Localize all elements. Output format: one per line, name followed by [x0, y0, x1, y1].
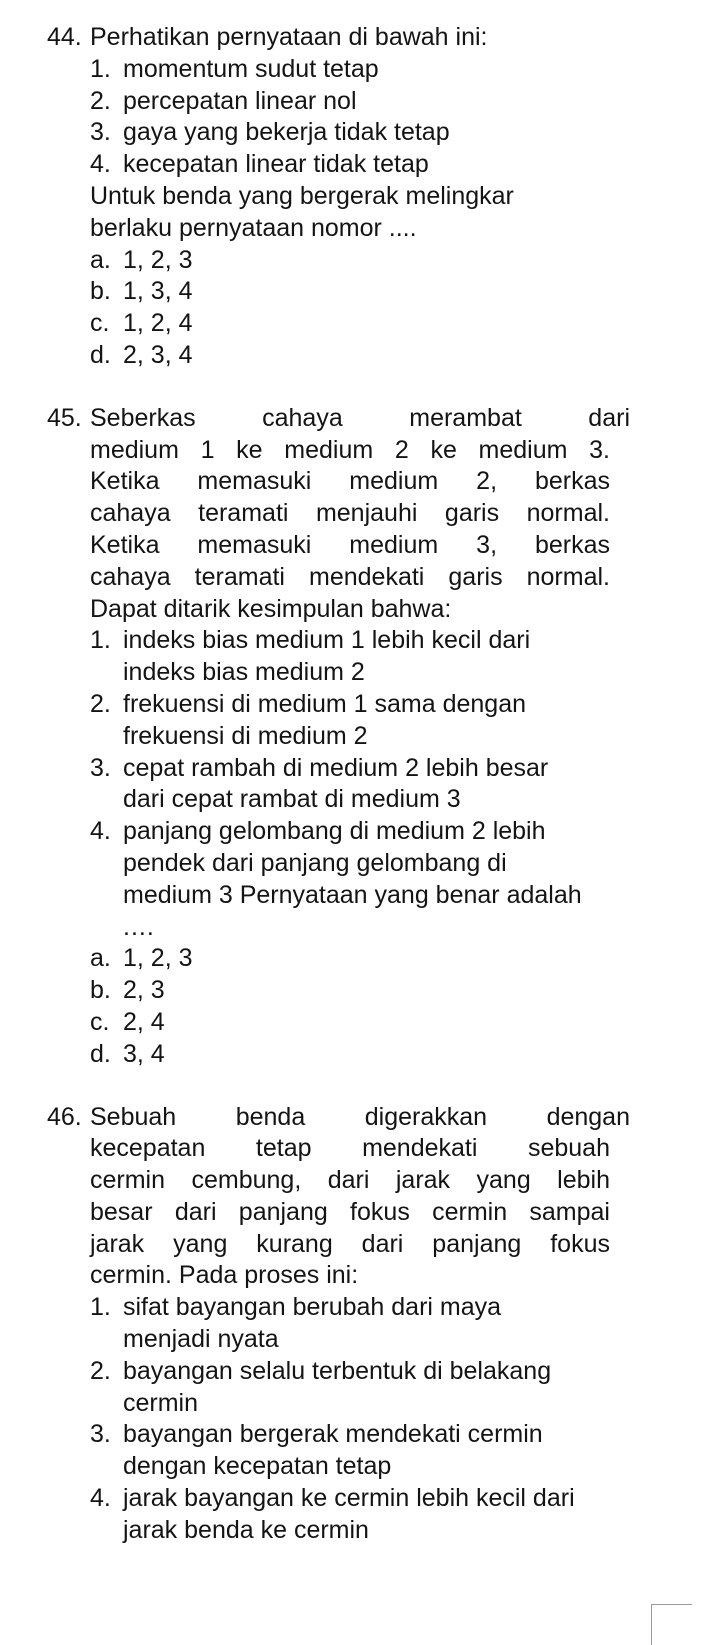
question-intro: Perhatikan pernyataan di bawah ini:: [90, 23, 488, 51]
statement: [0, 1483, 648, 1547]
question-text-line: Ketika memasuki medium 3, berkas: [90, 530, 610, 559]
statement-number: 4.: [90, 1484, 111, 1513]
answer-option-d: [0, 1039, 716, 1071]
option-letter: a.: [90, 944, 111, 973]
option-text: 2, 3: [123, 976, 165, 1005]
option-letter: d.: [90, 1039, 111, 1068]
option-text: 2, 4: [123, 1007, 165, 1036]
statement: [0, 117, 648, 149]
statement: [0, 753, 648, 817]
question-text-line: Dapat ditarik kesimpulan bahwa:: [90, 594, 452, 623]
statement-text: indeks bias medium 1 lebih kecil dari: [123, 626, 531, 655]
question-text-line: cermin cembung, dari jarak yang lebih: [90, 1166, 610, 1195]
statement-number: 2.: [90, 1356, 111, 1385]
statement-number: 3.: [90, 1420, 111, 1449]
answer-option-c: [0, 308, 716, 340]
statement: [0, 1356, 648, 1420]
statement: [0, 1292, 648, 1356]
question-number: 45.: [47, 403, 82, 432]
question-text-line: medium 1 ke medium 2 ke medium 3.: [90, 435, 610, 464]
question-text-line: cermin. Pada proses ini:: [90, 1261, 359, 1290]
question-header: [0, 403, 630, 435]
option-letter: d.: [90, 340, 111, 369]
ellipsis: ....: [123, 912, 155, 941]
question-44: [0, 22, 716, 372]
statement-text: bayangan selalu terbentuk di belakang: [123, 1356, 552, 1385]
option-text: 1, 2, 3: [123, 944, 193, 973]
statement: [0, 86, 648, 118]
statement-number: 4.: [90, 150, 111, 179]
statement-text: pendek dari panjang gelombang di: [123, 848, 507, 877]
answer-option-d: [0, 340, 716, 372]
statement-text: menjadi nyata: [123, 1325, 279, 1354]
option-text: 1, 3, 4: [123, 277, 193, 306]
question-text-line: Ketika memasuki medium 2, berkas: [90, 467, 610, 496]
question-46: [0, 1102, 716, 1547]
statement-text: panjang gelombang di medium 2 lebih: [123, 817, 546, 846]
statement-number: 3.: [90, 118, 111, 147]
question-45: [0, 403, 716, 1071]
question-text-line: cahaya teramati menjauhi garis normal.: [90, 499, 610, 528]
statement-text: indeks bias medium 2: [123, 658, 365, 687]
statement-text: frekuensi di medium 1 sama dengan: [123, 689, 527, 718]
option-letter: a.: [90, 245, 111, 274]
answer-option-a: [0, 943, 716, 975]
statement: [0, 625, 648, 689]
question-text-line: berlaku pernyataan nomor ....: [90, 213, 417, 242]
question-number: 46.: [47, 1102, 82, 1131]
statement-number: 1.: [90, 54, 111, 83]
statement-text: momentum sudut tetap: [123, 54, 379, 83]
question-header: [0, 1102, 630, 1134]
statement-text: sifat bayangan berubah dari maya: [123, 1293, 502, 1322]
question-text-line: Sebuah benda digerakkan dengan: [90, 1102, 630, 1131]
statement-text: percepatan linear nol: [123, 86, 357, 115]
answer-option-a: [0, 245, 716, 277]
statement-number: 2.: [90, 689, 111, 718]
document-page: [0, 22, 716, 1547]
question-number: 44.: [47, 23, 82, 51]
statement: [0, 1419, 648, 1483]
question-text-line: Untuk benda yang bergerak melingkar: [90, 181, 514, 210]
statement-number: 1.: [90, 626, 111, 655]
statement-text: gaya yang bekerja tidak tetap: [123, 118, 450, 147]
answer-option-c: [0, 1007, 716, 1039]
statement: [0, 816, 648, 911]
answer-option-b: [0, 975, 716, 1007]
question-text-line: jarak yang kurang dari panjang fokus: [90, 1229, 610, 1258]
question-text-line: cahaya teramati mendekati garis normal.: [90, 562, 610, 591]
question-header: [0, 22, 630, 54]
question-text-line: kecepatan tetap mendekati sebuah: [90, 1134, 610, 1163]
answer-option-b: [0, 276, 716, 308]
page-corner-mark: [651, 1604, 692, 1645]
statement-text: cermin: [123, 1388, 199, 1417]
statement-number: 1.: [90, 1293, 111, 1322]
statement: [0, 689, 648, 753]
option-text: 1, 2, 3: [123, 245, 193, 274]
question-text-line: besar dari panjang fokus cermin sampai: [90, 1197, 610, 1226]
statement-text: jarak benda ke cermin: [123, 1515, 369, 1544]
statement-number: 2.: [90, 86, 111, 115]
option-letter: c.: [90, 1007, 110, 1036]
statement-number: 3.: [90, 753, 111, 782]
question-text-line: Seberkas cahaya merambat dari: [90, 403, 630, 432]
statement-text: jarak bayangan ke cermin lebih kecil dari: [123, 1484, 575, 1513]
option-text: 1, 2, 4: [123, 309, 193, 338]
statement-text: dari cepat rambat di medium 3: [123, 785, 461, 814]
statement-number: 4.: [90, 817, 111, 846]
statement-text: bayangan bergerak mendekati cermin: [123, 1420, 543, 1449]
option-letter: c.: [90, 309, 110, 338]
statement: [0, 149, 648, 181]
statement-text: kecepatan linear tidak tetap: [123, 150, 429, 179]
option-text: 3, 4: [123, 1039, 165, 1068]
statement: [0, 54, 648, 86]
option-text: 2, 3, 4: [123, 340, 193, 369]
option-letter: b.: [90, 976, 111, 1005]
statement-text: dengan kecepatan tetap: [123, 1452, 392, 1481]
option-letter: b.: [90, 277, 111, 306]
statement-text: medium 3 Pernyataan yang benar adalah: [123, 880, 582, 909]
statement-text: frekuensi di medium 2: [123, 721, 368, 750]
statement-text: cepat rambah di medium 2 lebih besar: [123, 753, 549, 782]
